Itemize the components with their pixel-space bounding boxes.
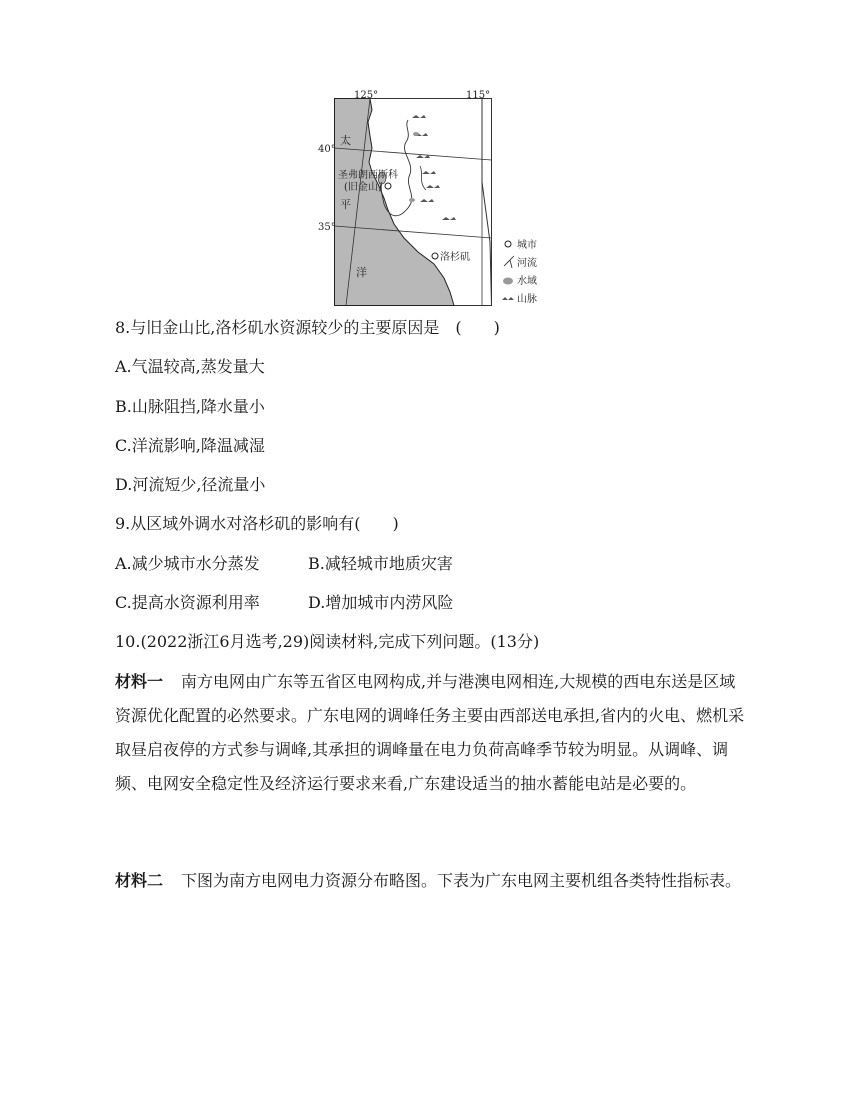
ocean-char: 洋 (356, 266, 367, 279)
map-legend (502, 238, 537, 305)
water-icon (503, 278, 513, 285)
material-two (115, 864, 750, 898)
los-angeles-marker (432, 253, 438, 259)
legend-city: 城市 (517, 240, 537, 251)
q9-stem: 9.从区域外调水对洛杉矶的影响有( ) (115, 514, 399, 533)
lat-40-label: 40° (318, 144, 336, 155)
lon-115-label: 115° (466, 90, 491, 101)
lat-35-label: 35° (318, 222, 336, 233)
q9-option-d: D.增加城市内涝风险 (308, 593, 454, 612)
legend-mountain: 山脉 (517, 294, 537, 305)
california-map (318, 90, 550, 312)
legend-river: 河流 (517, 258, 537, 269)
q8-option-a: A.气温较高,蒸发量大 (115, 357, 265, 376)
lon-125-label: 125° (354, 90, 379, 101)
ocean-char: 平 (340, 198, 351, 211)
lake (409, 198, 415, 202)
river-icon (504, 256, 514, 268)
sf-sub-label: (旧金山) (344, 182, 382, 193)
material-one (115, 665, 750, 801)
material-one-text: 南方电网由广东等五省区电网构成,并与港澳电网相连,大规模的西电东送是区域资源优化配置的必然要求。广东电网的调峰任务主要由西部送电承担,省内的火电、燃机采取昼启夜停的方式参与调峰,其承担的调峰量在电力负荷高峰季节较为明显。从调峰、调频、电网安全稳定性及经济运行要求来看,广东建设适当的抽水蓄能电站是必要的。 (115, 672, 745, 793)
q9-option-a: A.减少城市水分蒸发 (115, 554, 260, 573)
q8-option-d: D.河流短少,径流量小 (115, 475, 266, 494)
q8-option-c: C.洋流影响,降温减湿 (115, 436, 265, 455)
material-two-label: 材料二 (115, 871, 164, 890)
ocean-char: 太 (340, 134, 351, 147)
q10-stem: 10.(2022浙江6月选考,29)阅读材料,完成下列问题。(13分) (115, 632, 540, 651)
mountain-icon (502, 297, 514, 300)
material-one-label: 材料一 (115, 672, 164, 691)
q8-option-b: B.山脉阻挡,降水量小 (115, 397, 265, 416)
q8-stem: 8.与旧金山比,洛杉矶水资源较少的主要原因是 ( ) (115, 318, 500, 337)
q9-option-c: C.提高水资源利用率 (115, 593, 260, 612)
sf-label: 圣弗朗西斯科 (338, 170, 398, 181)
lake (413, 132, 419, 136)
san-francisco-marker (385, 183, 391, 189)
material-two-text: 下图为南方电网电力资源分布略图。下表为广东电网主要机组各类特性指标表。 (181, 871, 742, 890)
legend-water: 水域 (517, 276, 537, 287)
city-icon (505, 241, 511, 247)
q9-option-b: B.减轻城市地质灾害 (308, 554, 453, 573)
la-label: 洛杉矶 (440, 252, 470, 263)
